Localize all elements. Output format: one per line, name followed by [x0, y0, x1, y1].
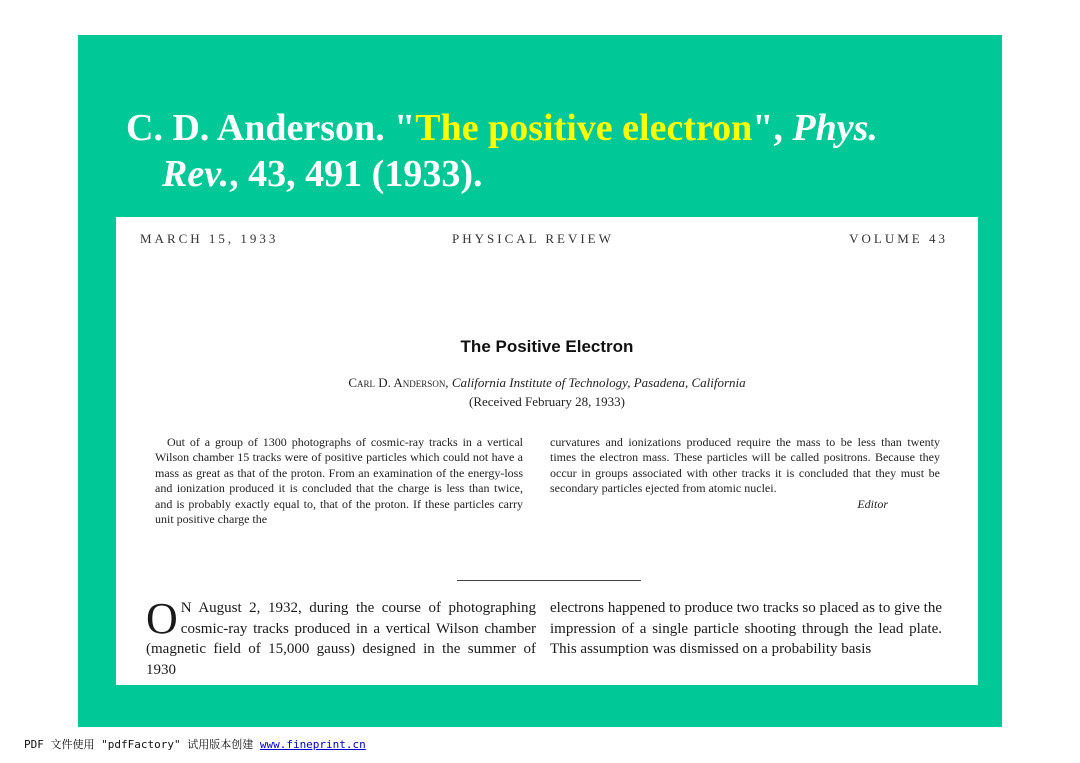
title-paper-name: The positive electron [415, 107, 753, 149]
title-quote-close: ", [752, 107, 793, 149]
pdf-footer [24, 736, 366, 752]
body-left-text: N August 2, 1932, during the course of photographing cosmic-ray tracks produced in a vertical Wilson chamber (magnetic field of 15,000 gauss) designed in the summer of 1930 [146, 600, 536, 678]
title-journal-part1: Phys. [792, 107, 878, 149]
running-head-journal: PHYSICAL REVIEW [452, 231, 614, 246]
footer-text: PDF 文件使用 "pdfFactory" 试用版本创建 [24, 738, 260, 751]
abstract-right-column [550, 435, 940, 512]
abstract-editor-mark: Editor [857, 496, 888, 511]
body-left-column [146, 594, 536, 680]
running-head-date: MARCH 15, 1933 [140, 231, 279, 246]
received-date: (Received February 28, 1933) [469, 394, 625, 409]
byline-author: Carl D. Anderson, [348, 375, 449, 390]
title-journal-part2: Rev. [162, 153, 230, 195]
paper-scan [116, 217, 978, 685]
footer-link[interactable]: www.fineprint.cn [259, 738, 366, 751]
body-right-column: electrons happened to produce two tracks so placed as to give the impression of a single particle shooting through the lead plate. This assumption was dismissed on a probability basis [550, 600, 942, 657]
abstract-left-column: Out of a group of 1300 photographs of cosmic-ray tracks in a vertical Wilson chamber 15 tracks were of positive particles which could not have a mass as great as that of the proton. From an examination of the energy-loss and ionization produced it is concluded that the charge is less than twice, and is probably exactly equal to, that of the proton. If these particles carry unit positive charge the [155, 435, 523, 527]
running-head [140, 231, 948, 251]
article-title: The Positive Electron [460, 337, 634, 356]
abstract-right-text: curvatures and ionizations produced require the mass to be less than twenty times the electron mass. These particles will be called positrons. Because they occur in groups associated with other tracks it is concluded that they must be secondary particles ejected from atomic nuclei. [550, 435, 940, 496]
title-line2 [126, 151, 986, 197]
running-head-volume: VOLUME 43 [849, 231, 948, 246]
title-author: C. D. Anderson. " [126, 107, 416, 149]
byline-affiliation: California Institute of Technology, Pasadena, California [451, 375, 746, 390]
section-divider [457, 580, 641, 581]
byline [116, 375, 978, 391]
slide-title [126, 105, 986, 197]
title-citation: , 43, 491 (1933). [229, 153, 483, 195]
drop-cap: O [146, 594, 178, 643]
